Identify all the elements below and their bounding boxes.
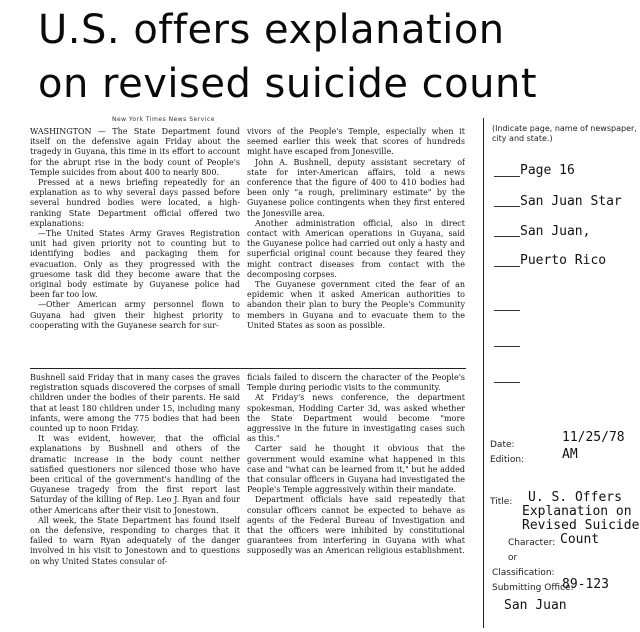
paragraph: Another administration official, also in direct contact with American operations in Guyana, said the Guyanese police had carried out only a hasty and superficial original count because they feared they might contract diseases from contact with the decomposing corpses.	[247, 218, 465, 279]
article-column-1-top	[30, 127, 240, 367]
headline-line-2: on revised suicide count	[38, 61, 538, 107]
paragraph: ficials failed to discern the character of the People's Temple during periodic visits to the community.	[247, 373, 465, 393]
paper-entry: San Juan Star	[520, 194, 622, 209]
paragraph: Pressed at a news briefing repeatedly for an explanation as to why several days passed before several hundred bodies were located, a high-ranking State Department official offered two explanations:	[30, 178, 240, 228]
title-line: Count	[560, 532, 600, 547]
line	[494, 236, 520, 237]
submitting-office-label: Submitting Office:	[492, 583, 574, 593]
paragraph: It was evident, however, that the official explanations by Bushnell and others of the dramatic increase in the body count neither satisfied questioners nor silenced those who have been critical of the government's handling of the Guyanese tragedy from the first report last Saturday of the killing of Rep. Leo J. Ryan and four other Americans after their visit to Jonestown.	[30, 434, 240, 515]
title-line: Explanation on	[522, 504, 632, 519]
edition-value: AM	[562, 447, 578, 462]
title-label: Title:	[490, 497, 513, 507]
paragraph: At Friday's news conference, the department spokesman, Hodding Carter 3d, was asked whether the State Department would become "more aggressive in the future in investigating cases such as this."	[247, 393, 465, 444]
line	[494, 310, 520, 311]
line	[494, 346, 520, 347]
headline-line-1: U.S. offers explanation	[38, 7, 505, 53]
column-divider-rule	[30, 368, 466, 369]
paragraph: Department officials have said repeatedly that consular officers cannot be expected to behave as agents of the Federal Bureau of Investigation and that the officers were inhibited by constitutional guarantees from interfering in Guyana with what supposedly was an American religious establishment.	[247, 495, 465, 556]
title-line: U. S. Offers	[528, 490, 622, 505]
paragraph: All week, the State Department has found itself on the defensive, responding to charges that it failed to warn Ryan adequately of the danger involved in his visit to Jonestown and to questions on why United States consular of-	[30, 515, 240, 566]
paragraph: —The United States Army Graves Registration unit had given priority not to counting but to identifying bodies and packaging them for evacuation. Only as they progressed with the gruesome task did they become aware that the original body estimate by Guyanese police had been far too low.	[30, 229, 240, 300]
wire-credit: New York Times News Service	[112, 116, 215, 123]
office-code: 89-123	[562, 577, 609, 592]
character-label: Character:	[508, 538, 556, 548]
paragraph: vivors of the People's Temple, especially when it seemed earlier this week that scores of hundreds might have escaped from Jonesville.	[247, 127, 465, 157]
page-entry: Page 16	[520, 163, 575, 178]
paragraph: The Guyanese government cited the fear of an epidemic when it asked American authorities to abandon their plan to bury the People's Community members in Guyana and to evacuate them to the United States as soon as possible.	[247, 280, 465, 330]
line	[494, 266, 520, 267]
line	[494, 206, 520, 207]
paragraph: Bushnell said Friday that in many cases the graves registration squads discovered the corpses of small children under the bodies of their parents. He said that at least 180 children under 15, including many infants, were among the 775 bodies that had been counted up to noon Friday.	[30, 373, 240, 434]
form-border-rule	[483, 118, 484, 628]
date-label: Date:	[490, 440, 515, 450]
edition-label: Edition:	[490, 455, 525, 465]
state-entry: Puerto Rico	[520, 253, 607, 268]
form-instructions: (Indicate page, name of newspaper, city and state.)	[492, 124, 637, 143]
article-column-1-bottom	[30, 373, 240, 625]
paragraph: Carter said he thought it obvious that the government would examine what happened in this case and "what can be learned from it," but he added that consular officers in Guyana had investigated the People's Temple aggressively within their mandate.	[247, 444, 465, 495]
paragraph: —Other American army personnel flown to Guyana had given their highest priority to cooperating with the Guyanese search for sur-	[30, 300, 240, 330]
or-label: or	[508, 553, 518, 563]
title-line: Revised Suicide	[522, 518, 640, 533]
line	[494, 382, 520, 383]
line	[494, 176, 520, 177]
office-name: San Juan	[504, 598, 567, 613]
paragraph: WASHINGTON — The State Department found itself on the defensive again Friday about the tragedy in Guyana, this time in its effort to account for the abrupt rise in the body count of People's Temple suicides from about 400 to nearly 800.	[30, 127, 240, 177]
city-entry: San Juan,	[520, 224, 591, 239]
article-column-2-bottom	[247, 373, 465, 625]
paragraph: John A. Bushnell, deputy assistant secretary of state for inter-American affairs, told a news conference that the figure of 400 to 410 bodies had been only "a rough, preliminary estimate" by the Guyanese police contingents when they first entered the Jonesville area.	[247, 157, 465, 218]
date-value: 11/25/78	[562, 430, 625, 445]
article-column-2-top	[247, 127, 465, 367]
classification-label: Classification:	[492, 568, 555, 578]
